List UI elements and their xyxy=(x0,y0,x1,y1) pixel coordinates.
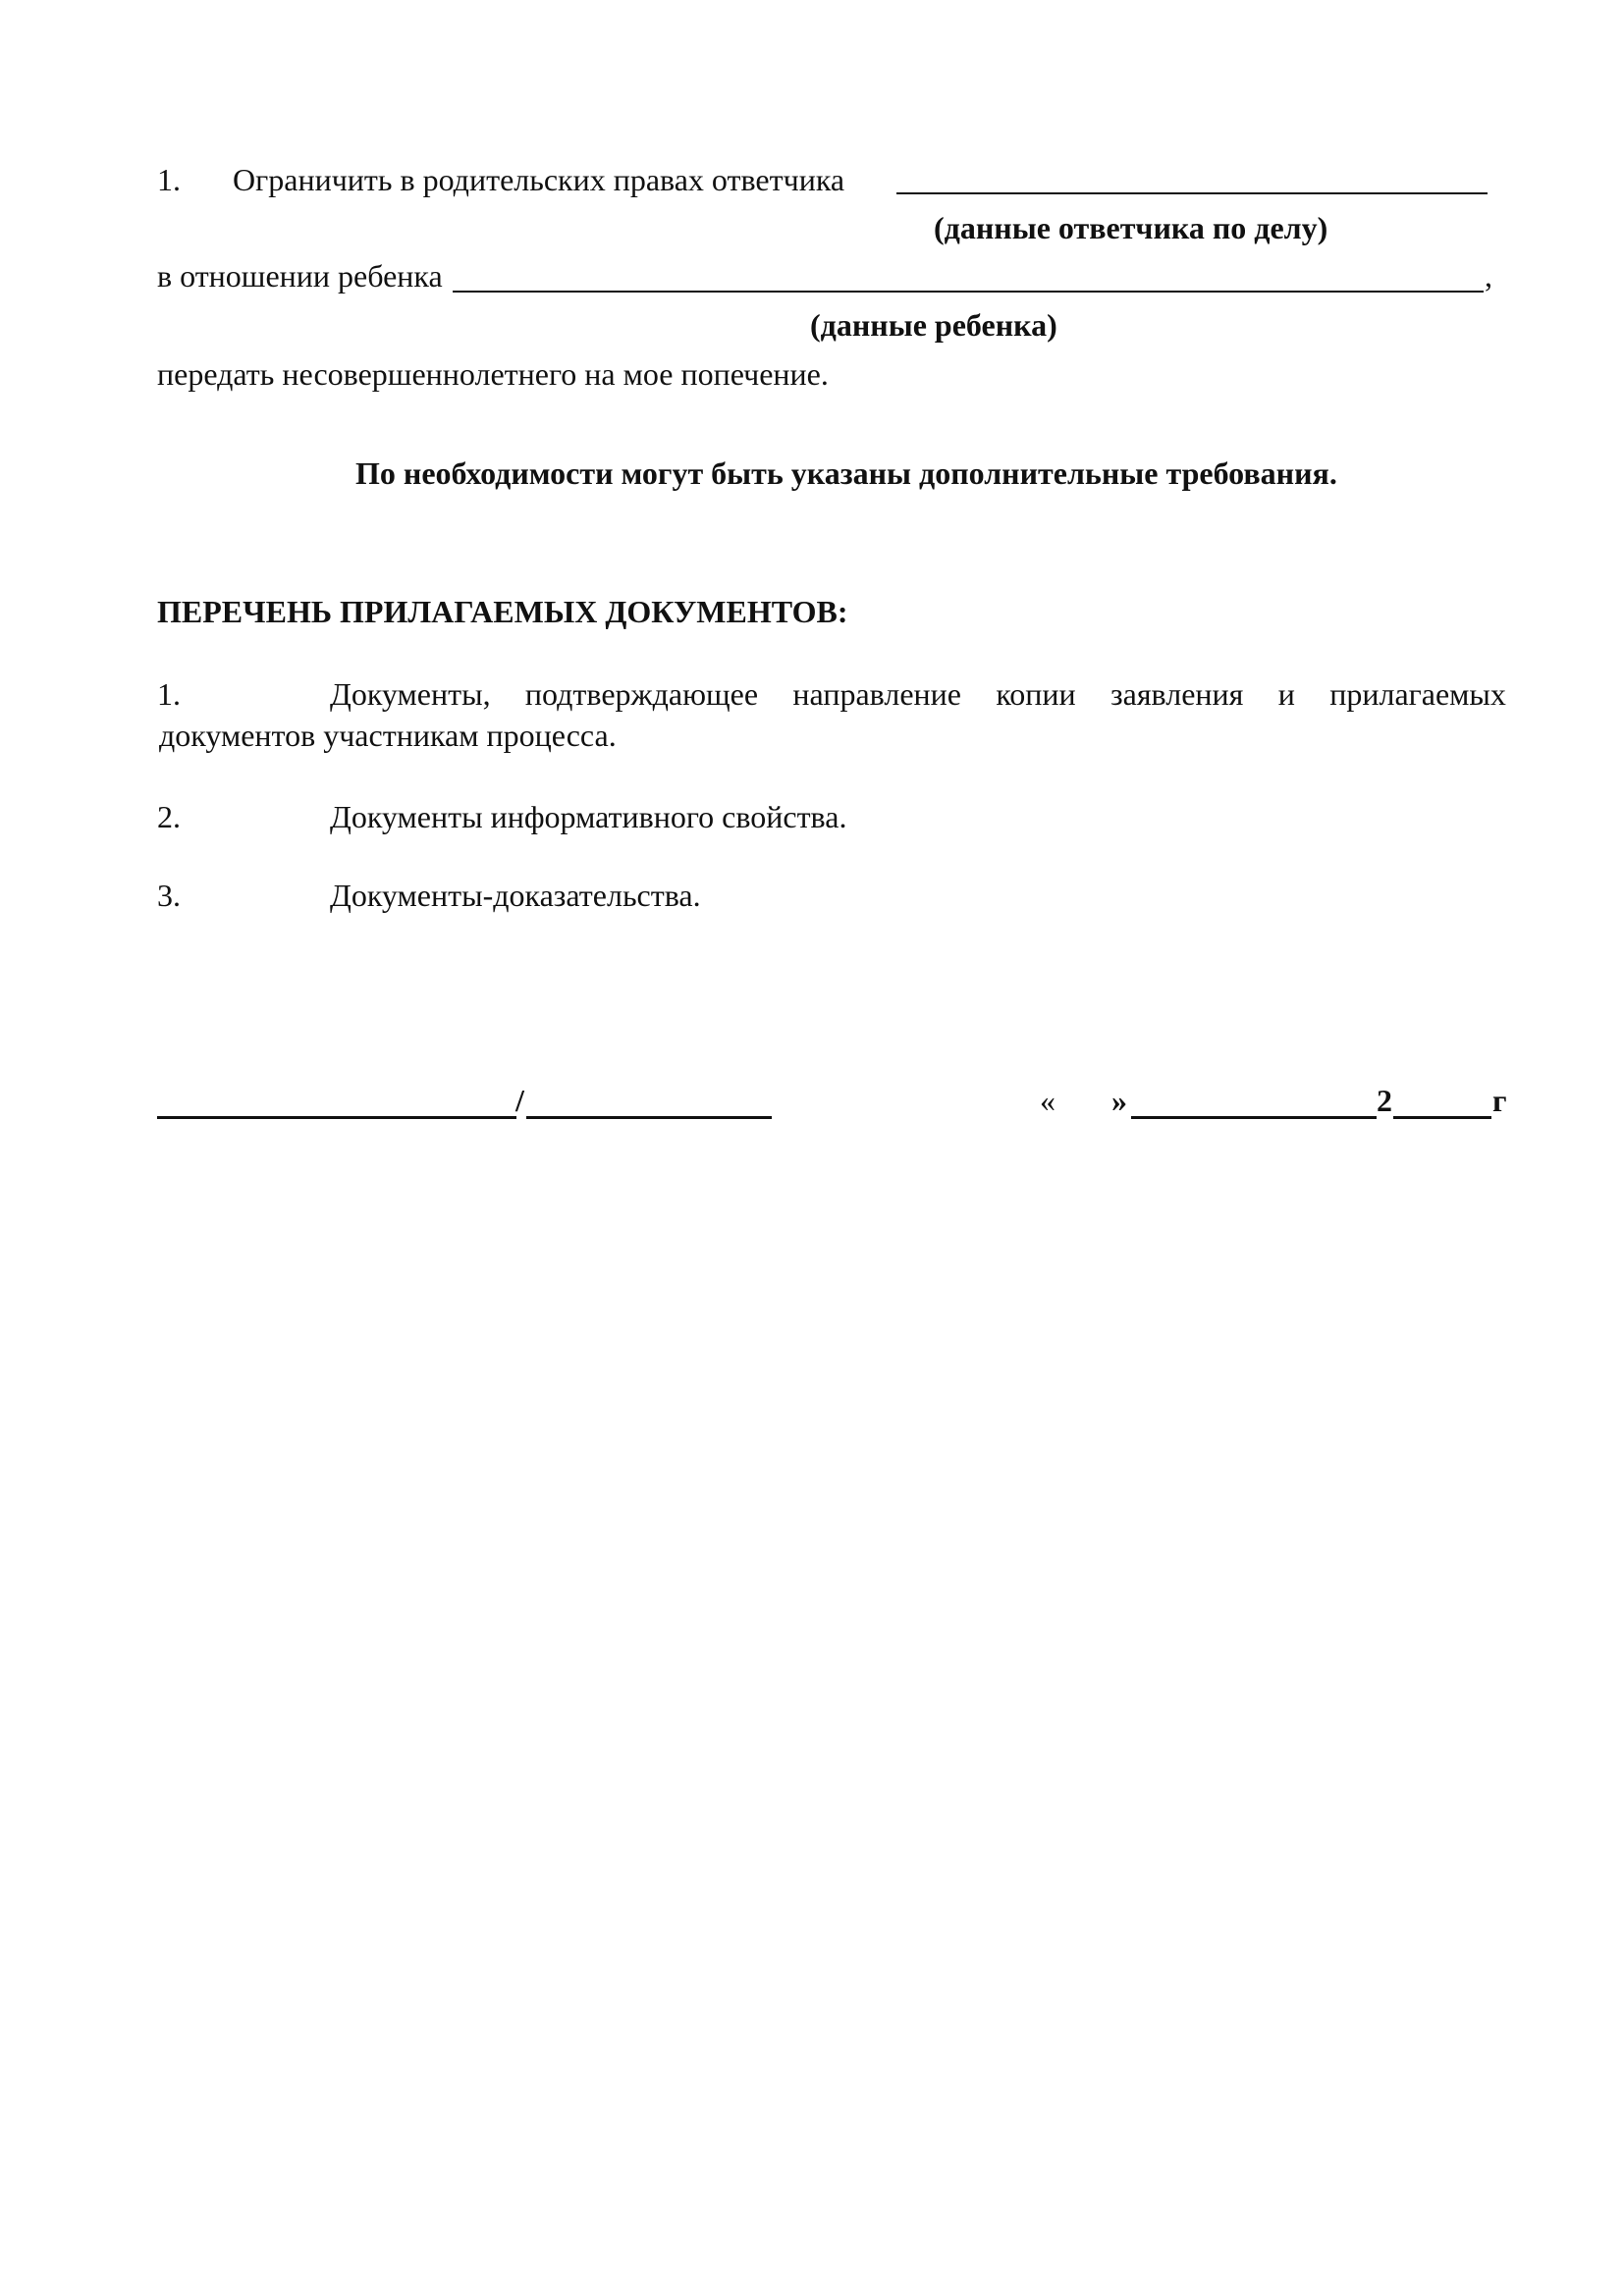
date-close-quote: » xyxy=(1111,1083,1127,1118)
attachment-1-word: направление xyxy=(792,676,961,712)
attachment-1-word: заявления xyxy=(1110,676,1244,712)
signature-blank xyxy=(157,1116,516,1119)
attachment-2-text: Документы информативного свойства. xyxy=(330,799,847,834)
date-year-prefix: 2 xyxy=(1377,1083,1392,1118)
attachment-1-line1 xyxy=(330,678,1506,710)
signature-separator: / xyxy=(515,1083,524,1118)
claim-line3-text: передать несовершеннолетнего на мое попечение. xyxy=(157,356,829,392)
date-year-suffix: г xyxy=(1492,1083,1507,1118)
claim-item-number: 1. xyxy=(157,162,181,197)
date-open-quote: « xyxy=(1040,1083,1056,1118)
date-year-blank xyxy=(1393,1116,1491,1119)
additional-requirements-note: По необходимости могут быть указаны дополнительные требования. xyxy=(355,455,1337,491)
claim-line1-text: Ограничить в родительских правах ответчика xyxy=(233,162,845,197)
signature-name-blank xyxy=(526,1116,772,1119)
attachment-1-word: подтверждающее xyxy=(524,676,759,712)
attachment-1-word: копии xyxy=(996,676,1076,712)
child-blank-line xyxy=(453,291,1484,293)
attachment-2-number: 2. xyxy=(157,799,181,834)
attachment-1-word: и xyxy=(1277,676,1295,712)
attachments-heading: ПЕРЕЧЕНЬ ПРИЛАГАЕМЫХ ДОКУМЕНТОВ: xyxy=(157,594,848,629)
attachment-1-line2: документов участникам процесса. xyxy=(159,718,617,753)
respondent-caption: (данные ответчика по делу) xyxy=(934,210,1328,245)
attachment-1-word: прилагаемых xyxy=(1329,676,1506,712)
claim-line2-text: в отношении ребенка xyxy=(157,258,443,294)
child-caption: (данные ребенка) xyxy=(810,307,1057,343)
respondent-blank-line xyxy=(896,192,1488,194)
attachment-1-word: Документы, xyxy=(330,676,491,712)
attachment-3-number: 3. xyxy=(157,878,181,913)
claim-line2-comma: , xyxy=(1485,258,1492,294)
attachment-1-number: 1. xyxy=(157,676,181,712)
date-month-blank xyxy=(1131,1116,1377,1119)
attachment-3-text: Документы-доказательства. xyxy=(330,878,701,913)
